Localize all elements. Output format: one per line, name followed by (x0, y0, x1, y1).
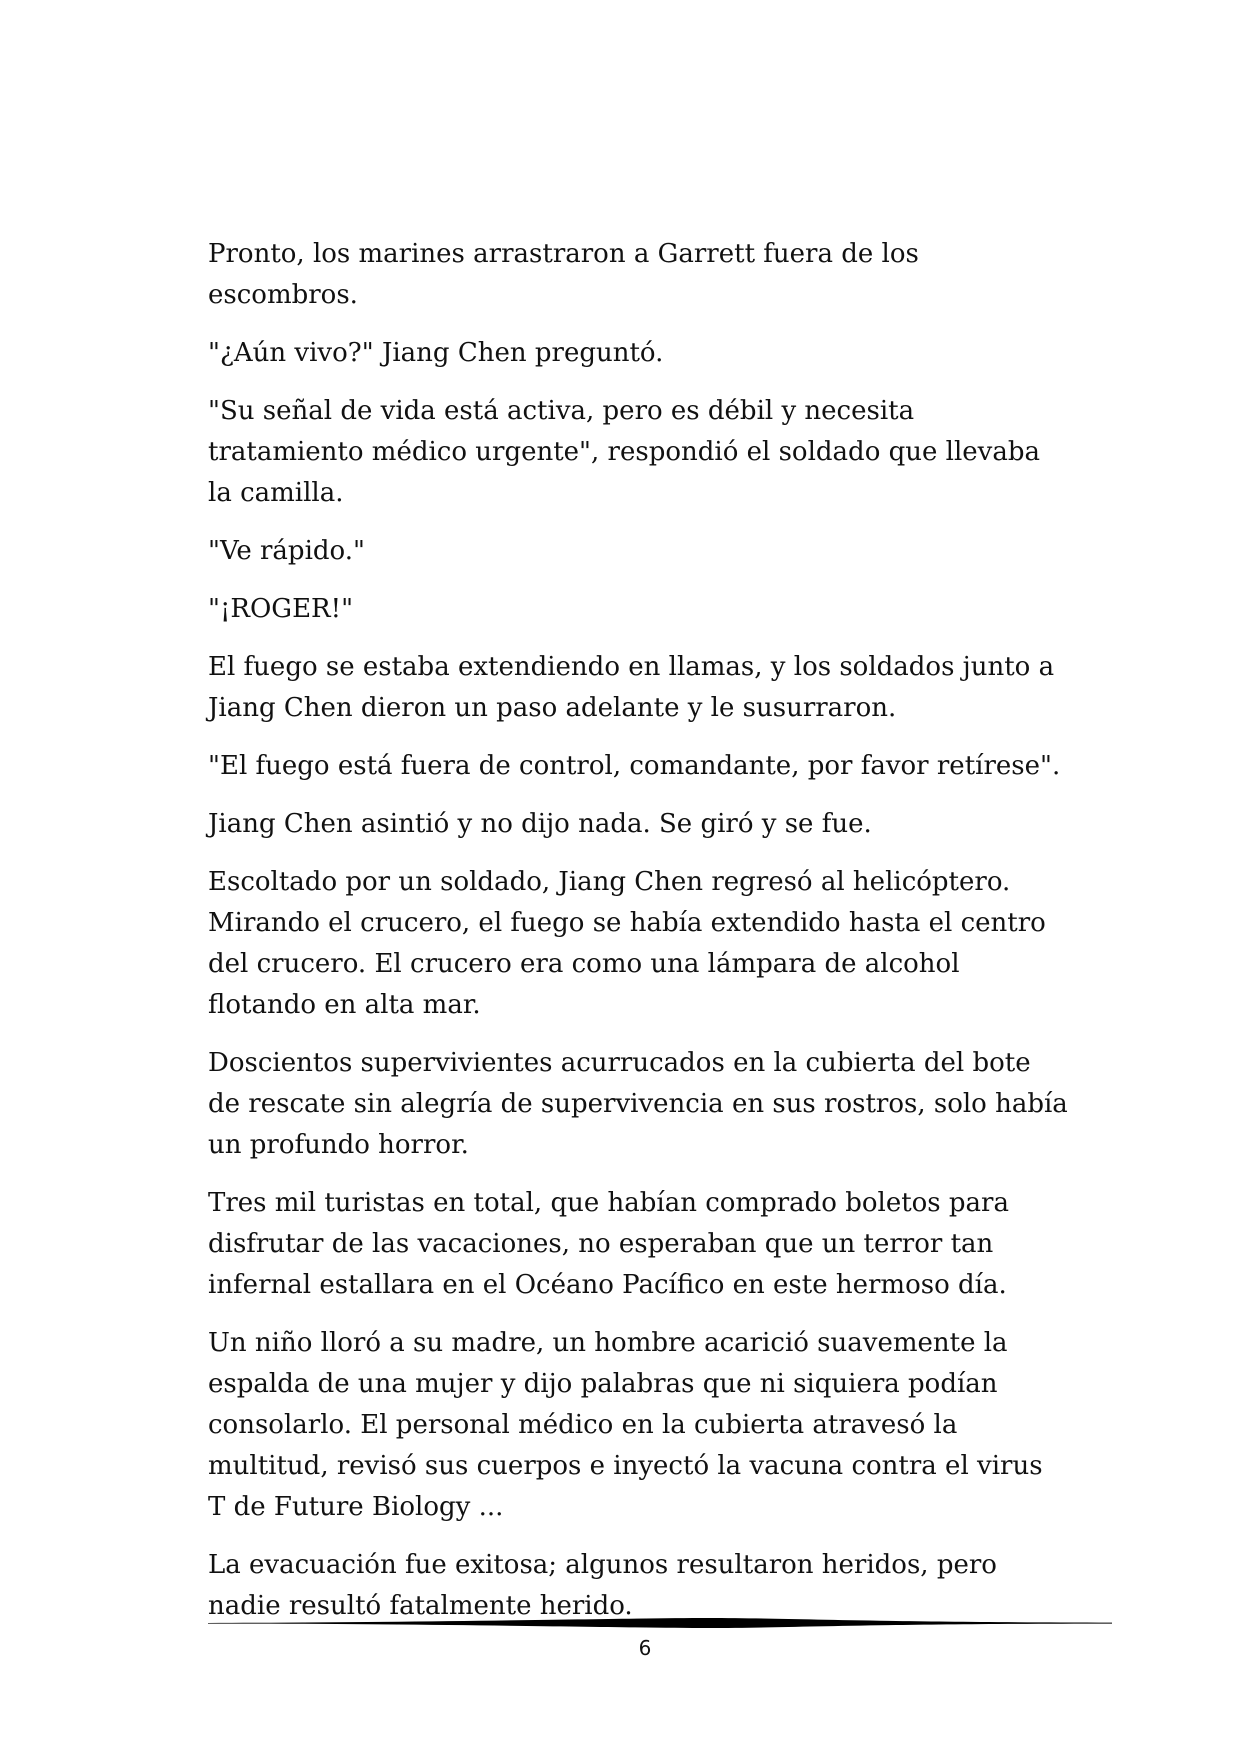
footer-rule-shape (208, 1618, 1112, 1628)
footer-rule (208, 1616, 1112, 1630)
paragraph: Escoltado por un soldado, Jiang Chen regresó al helicóptero. Mirando el crucero, el fuego se había extendido hasta el centro del crucero. El crucero era como una lámpara de alcohol flotando en alta mar. (208, 867, 1046, 1020)
paragraph: "El fuego está fuera de control, comandante, por favor retírese". (208, 751, 1061, 781)
paragraph: Doscientos supervivientes acurrucados en la cubierta del bote de rescate sin alegría de supervivencia en sus rostros, solo había un profundo horror. (208, 1048, 1068, 1160)
paragraph: La evacuación fue exitosa; algunos resultaron heridos, pero nadie resultó fatalmente herido. (208, 1550, 997, 1621)
paragraph: "¡ROGER!" (208, 594, 354, 624)
paragraph: "Su señal de vida está activa, pero es débil y necesita tratamiento médico urgente", respondió el soldado que llevaba la camilla. (208, 396, 1040, 508)
paragraph: "¿Aún vivo?" Jiang Chen preguntó. (208, 338, 664, 368)
paragraph: Pronto, los marines arrastraron a Garrett fuera de los escombros. (208, 239, 919, 310)
paragraph: Un niño lloró a su madre, un hombre acarició suavemente la espalda de una mujer y dijo palabras que ni siquiera podían consolarlo. El personal médico en la cubierta atravesó la multitud, revisó sus cuerpos e inyectó la vacuna contra el virus T de Future Biology ... (208, 1328, 1043, 1522)
paragraph: El fuego se estaba extendiendo en llamas, y los soldados junto a Jiang Chen dieron un paso adelante y le susurraron. (208, 652, 1055, 723)
paragraph: "Ve rápido." (208, 536, 365, 566)
page-number: 6 (638, 1636, 652, 1660)
paragraph: Tres mil turistas en total, que habían comprado boletos para disfrutar de las vacaciones, no esperaban que un terror tan infernal estallara en el Océano Pacífico en este hermoso día. (208, 1188, 1009, 1300)
paragraph: Jiang Chen asintió y no dijo nada. Se giró y se fue. (208, 809, 872, 839)
body-text (208, 234, 1068, 1644)
